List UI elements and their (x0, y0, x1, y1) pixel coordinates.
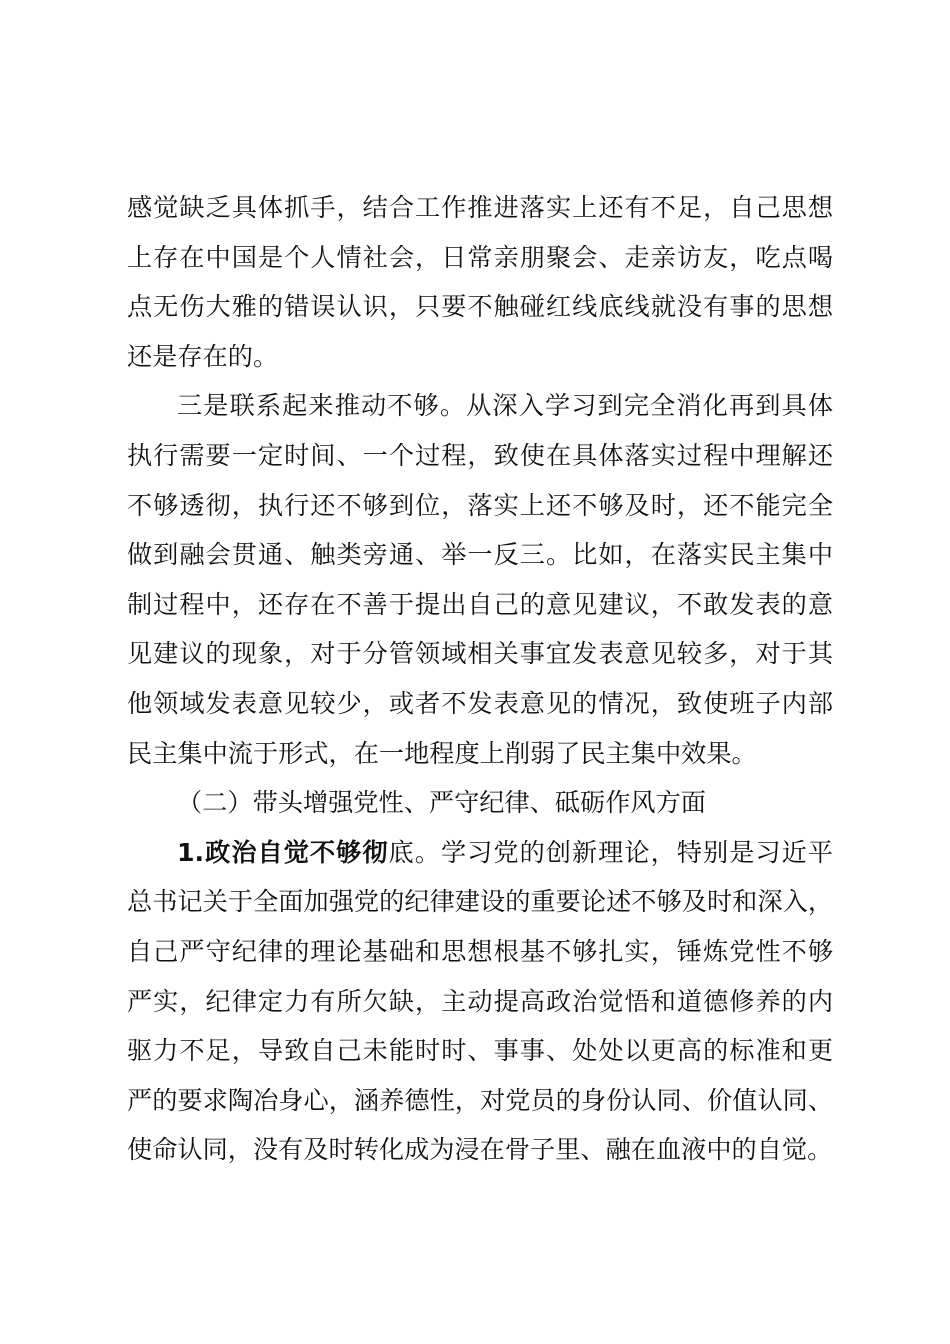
body-line: 民主集中流于形式，在一地程度上削弱了民主集中效果。 (127, 738, 757, 768)
document-body (127, 183, 833, 1175)
body-line: 严的要求陶冶身心，涵养德性，对党员的身份认同、价值认同、 (127, 1085, 833, 1115)
body-line: 使命认同，没有及时转化成为浸在骨子里、融在血液中的自觉。 (127, 1135, 833, 1165)
subsection-first-line (127, 828, 833, 878)
body-line: 做到融会贯通、触类旁通、举一反三。比如，在落实民主集中 (127, 540, 833, 570)
body-line: 自己严守纪律的理论基础和思想根基不够扎实，锤炼党性不够 (127, 936, 833, 966)
body-line: 不够透彻，执行还不够到位，落实上还不够及时，还不能完全 (127, 490, 833, 520)
body-line: 他领域发表意见较少，或者不发表意见的情况，致使班子内部 (127, 688, 833, 718)
paragraph-first-line: 三是联系起来推动不够。从深入学习到完全消化再到具体 (177, 391, 833, 421)
body-line: 见建议的现象，对于分管领域相关事宜发表意见较多，对于其 (127, 639, 833, 669)
body-line: 总书记关于全面加强党的纪律建设的重要论述不够及时和深入， (127, 887, 833, 917)
section-heading: （二）带头增强党性、严守纪律、砥砺作风方面 (177, 788, 706, 818)
subsection-heading: 1.政治自觉不够彻 (177, 837, 389, 867)
body-line: 点无伤大雅的错误认识，只要不触碰红线底线就没有事的思想 (127, 292, 833, 322)
body-line: 驱力不足，导致自己未能时时、事事、处处以更高的标准和更 (127, 1036, 833, 1066)
body-line: 还是存在的。 (127, 341, 279, 371)
body-line: 严实，纪律定力有所欠缺，主动提高政治觉悟和道德修养的内 (127, 986, 833, 1016)
body-line: 上存在中国是个人情社会，日常亲朋聚会、走亲访友，吃点喝 (127, 242, 833, 272)
body-line: 制过程中，还存在不善于提出自己的意见建议，不敢发表的意 (127, 589, 833, 619)
body-line: 执行需要一定时间、一个过程，致使在具体落实过程中理解还 (127, 440, 833, 470)
subsection-text: 底。学习党的创新理论，特别是习近平 (388, 837, 833, 867)
body-line: 感觉缺乏具体抓手，结合工作推进落实上还有不足，自己思想 (127, 193, 833, 222)
